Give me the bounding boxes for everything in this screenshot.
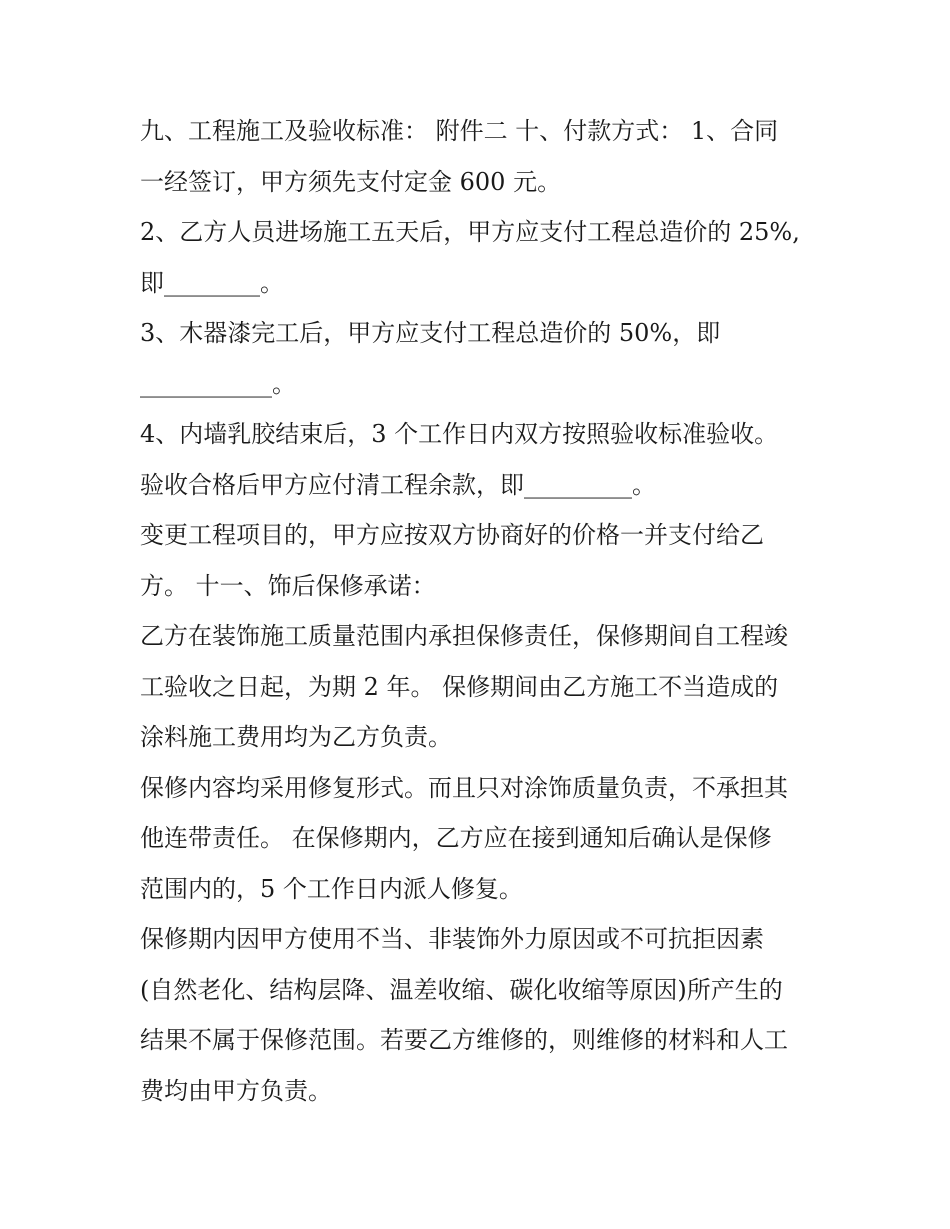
- text-line: 涂料施工费用均为乙方负责。: [140, 723, 452, 751]
- text-line: 工验收之日起，为期 2 年。 保修期间由乙方施工不当造成的: [140, 672, 779, 701]
- text-line: 4、内墙乳胶结束后，3 个工作日内双方按照验收标准验收。: [140, 420, 779, 448]
- text-line: 结果不属于保修范围。若要乙方维修的，则维修的材料和人工: [140, 1026, 788, 1054]
- text-line: 即________。: [140, 268, 284, 297]
- text-line: 乙方在装饰施工质量范围内承担保修责任，保修期间自工程竣: [140, 622, 788, 650]
- text-line: 2、乙方人员进场施工五天后，甲方应支付工程总造价的 25%,: [140, 218, 800, 246]
- text-line: 一经签订，甲方须先支付定金 600 元。: [140, 167, 562, 196]
- text-line: 变更工程项目的，甲方应按双方协商好的价格一并支付给乙: [140, 521, 764, 549]
- text-line: 他连带责任。 在保修期内，乙方应在接到通知后确认是保修: [140, 824, 772, 852]
- text-line: 保修期内因甲方使用不当、非装饰外力原因或不可抗拒因素: [140, 925, 764, 953]
- text-line: ___________。: [140, 369, 296, 398]
- text-line: (自然老化、结构层降、温差收缩、碳化收缩等原因)所产生的: [140, 975, 783, 1004]
- text-line: 费均由甲方负责。: [140, 1076, 332, 1105]
- text-line: 方。 十一、饰后保修承诺：: [140, 571, 436, 600]
- text-line: 3、木器漆完工后，甲方应支付工程总造价的 50%，即: [140, 319, 721, 347]
- text-line: 范围内的，5 个工作日内派人修复。: [140, 874, 523, 903]
- text-line: 验收合格后甲方应付清工程余款，即_________。: [140, 470, 656, 499]
- contract-text: [140, 106, 820, 1116]
- text-line: 九、工程施工及验收标准： 附件二 十、付款方式： 1、合同: [140, 117, 779, 145]
- text-line: 保修内容均采用修复形式。而且只对涂饰质量负责，不承担其: [140, 773, 788, 802]
